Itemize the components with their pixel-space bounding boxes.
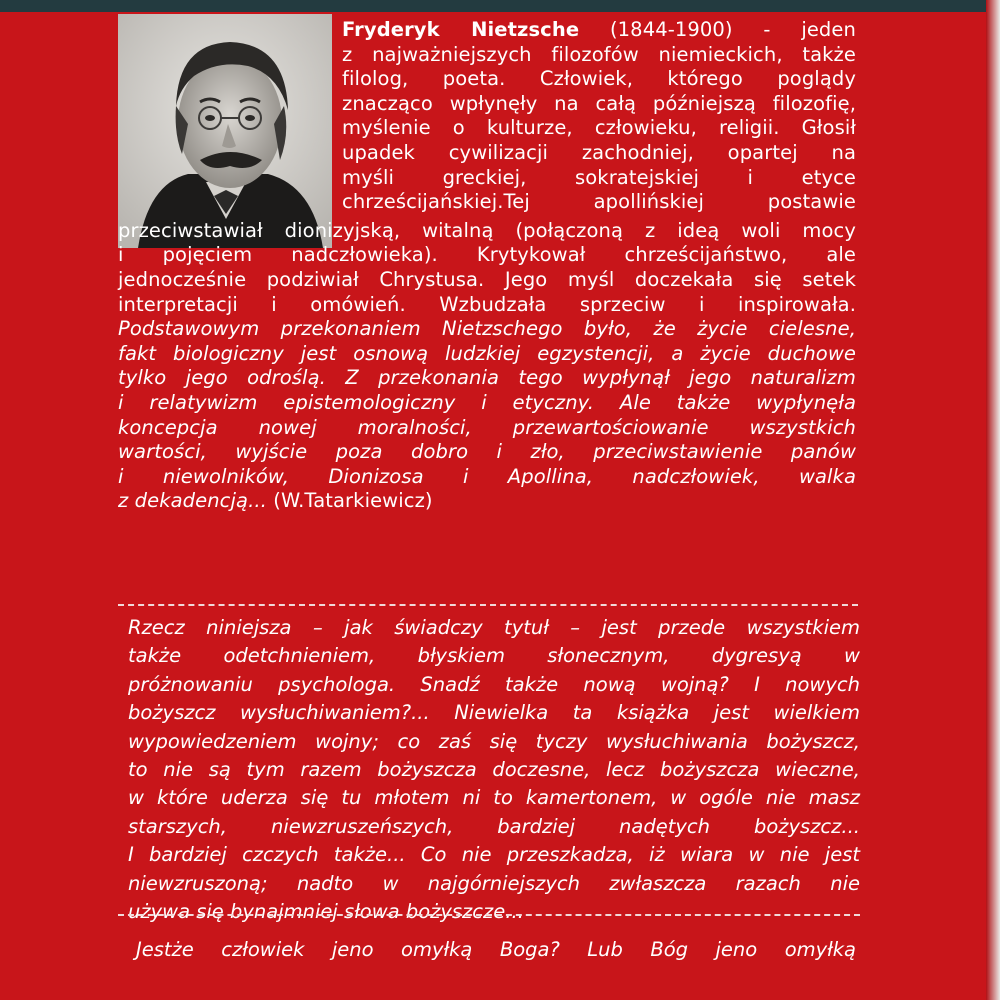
quote-line: I bardziej czczych także... Co nie przeszkadza, iż wiara w nie jest — [128, 843, 860, 867]
bio-line: myślenie o kulturze, człowieku, religii. Głosił — [342, 116, 856, 140]
quote-line: starszych, niewzruszeńszych, bardziej nadętych bożyszcz... — [128, 814, 860, 838]
bio-line: Fryderyk Nietzsche (1844-1900) - jeden — [342, 18, 856, 41]
bio-line: Podstawowym przekonaniem Nietzschego było, że życie cielesne, — [118, 317, 856, 341]
cover-top-band — [0, 0, 1000, 12]
bio-line: koncepcja nowej moralności, przewartościowanie wszystkich — [118, 415, 856, 439]
quote-line: w które uderza się tu młotem ni to kamertonem, w ogóle nie masz — [128, 786, 860, 810]
bio-line: przeciwstawiał dionizyjską, witalną (połączoną z ideą woli mocy — [118, 218, 856, 242]
bio-line: upadek cywilizacji zachodniej, opartej na — [342, 140, 856, 164]
author-biography — [118, 18, 856, 514]
quote-line: bożyszcz wysłuchiwaniem?... Niewielka ta książka jest wielkiem — [128, 701, 860, 725]
bio-line: myśli greckiej, sokratejskiej i etyce — [342, 165, 856, 189]
quote-line: to nie są tym razem bożyszcza doczesne, lecz bożyszcza wieczne, — [128, 758, 860, 782]
bio-line: i pojęciem nadczłowieka). Krytykował chrześcijaństwo, ale — [118, 243, 856, 267]
closing-quote-line: Jestże człowiek jeno omyłką Boga? Lub Bóg jeno omyłką — [136, 938, 856, 961]
bio-line: jednocześnie podziwiał Chrystusa. Jego myśl doczekała się setek — [118, 267, 856, 291]
cover-edge — [986, 0, 1000, 1000]
bio-line: znacząco wpłynęły na całą późniejszą filozofię, — [342, 91, 856, 115]
author-name: Fryderyk Nietzsche — [342, 18, 580, 41]
dashed-divider — [118, 604, 858, 606]
bio-line: i relatywizm epistemologiczny i etyczny. Ale także wypłynęła — [118, 390, 856, 414]
quote-line: także odetchnieniem, błyskiem słonecznym, dygresyą w — [128, 644, 860, 668]
bio-line: i niewolników, Dionizosa i Apollina, nadczłowiek, walka — [118, 464, 856, 488]
bio-line: z najważniejszych filozofów niemieckich, także — [342, 42, 856, 66]
bio-line: interpretacji i omówień. Wzbudzała sprzeciw i inspirowała. — [118, 292, 856, 316]
citation: (W.Tatarkiewicz) — [273, 489, 433, 513]
quote-line: Rzecz niniejsza – jak świadczy tytuł – jest przede wszystkiem — [128, 616, 860, 639]
bio-line: tylko jego odroślą. Z przekonania tego wypłynął jego naturalizm — [118, 366, 856, 390]
bio-line: z dekadencją... (W.Tatarkiewicz) — [118, 489, 433, 513]
bio-line: filolog, poeta. Człowiek, którego poglądy — [342, 67, 856, 91]
quote-line: próżnowaniu psychologa. Snadź także nową wojną? I nowych — [128, 672, 860, 696]
bio-line: chrześcijańskiej.Tej apollińskiej postawie — [342, 190, 856, 214]
book-excerpt — [128, 614, 860, 926]
quote-line: niewzruszoną; nadto w najgórniejszych zwłaszcza razach nie — [128, 871, 860, 895]
quote-line: używa się bynajmniej słowa bożyszcze... — [128, 900, 524, 924]
dashed-divider — [118, 914, 860, 916]
quote-line: wypowiedzeniem wojny; co zaś się tyczy wysłuchiwania bożyszcz, — [128, 729, 860, 753]
bio-line: fakt biologiczny jest osnową ludzkiej egzystencji, a życie duchowe — [118, 341, 856, 365]
bio-line: wartości, wyjście poza dobro i zło, przeciwstawienie panów — [118, 440, 856, 464]
